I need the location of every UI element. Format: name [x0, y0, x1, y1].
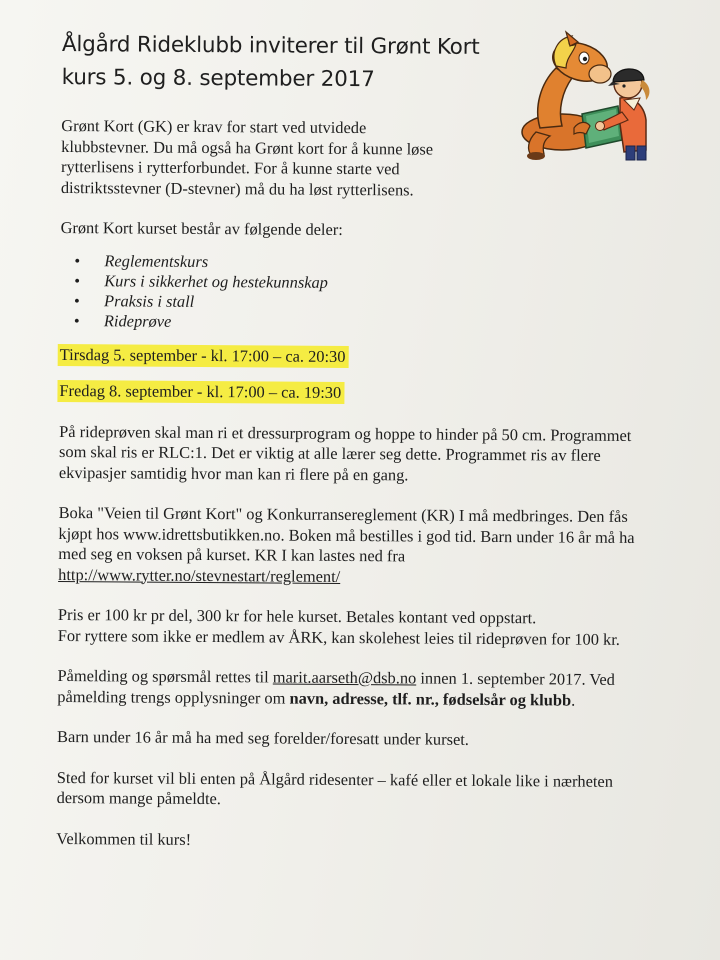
children-paragraph: Barn under 16 år må ha med seg forelder/foresatt under kurset.	[56, 726, 470, 749]
price-line-2: For ryttere som ikke er medlem av ÅRK, kan skolehest leies til rideprøven for 100 kr.	[57, 625, 620, 649]
signup-text-end: .	[571, 690, 576, 710]
bullet-icon: •	[74, 250, 81, 270]
course-dates	[59, 343, 659, 405]
intro-paragraph: Grønt Kort (GK) er krav for start ved utvidede klubbstevner. Du må også ha Grønt kort for å kunne løse rytterlisens i rytterforbundet. For å kunne starte ved distriktsstevner (D-stevner) må du ha løst rytterlisens.	[60, 115, 434, 199]
document-title	[62, 28, 492, 97]
title-line-2: kurs 5. og 8. september 2017	[61, 64, 375, 93]
books-text: Boka "Veien til Grønt Kort" og Konkurransereglement (KR) I må medbringes. Den fås kjøpt hos www.idrettsbutikken.no. Boken må bestilles i god tid. Barn under 16 år må ha med seg en voksen på kurset. KR I kan lastes ned fra	[58, 502, 635, 566]
parts-intro: Grønt Kort kurset består av følgende deler:	[60, 217, 343, 239]
bullet-icon: •	[74, 270, 81, 290]
reglement-link[interactable]: http://www.rytter.no/stevnestart/reglement/	[58, 564, 341, 586]
list-item-text: Praksis i stall	[104, 290, 195, 311]
location-paragraph: Sted for kurset vil bli enten på Ålgård ridesenter – kafé eller et lokale like i nærheten dersom mange påmeldte.	[56, 767, 614, 809]
books-paragraph	[58, 503, 659, 589]
date-tuesday: Tirsdag 5. september - kl. 17:00 – ca. 20:30	[58, 343, 349, 367]
signup-text-middle: innen 1. september 2017. Ved påmelding trengs opplysninger om	[57, 668, 615, 708]
price-line-1: Pris er 100 kr pr del, 300 kr for hele kurset. Betales kontant ved oppstart.	[57, 604, 537, 628]
welcome-text: Velkommen til kurs!	[56, 828, 192, 849]
bullet-icon: •	[73, 310, 80, 330]
course-parts-list	[60, 250, 661, 334]
rideprove-paragraph: På rideprøven skal man ri et dressurprogram og hoppe to hinder på 50 cm. Programmet som skal ris er RLC:1. Det er viktig at alle lærer seg dette. Programmet ris av flere ekvipasjer samtidig hvor man kan ri flere på en gang.	[58, 421, 632, 484]
signup-email-link[interactable]: marit.aarseth@dsb.no	[272, 667, 417, 688]
signup-text-start: Påmelding og spørsmål rettes til	[57, 665, 269, 687]
price-paragraph	[58, 605, 658, 650]
list-item	[60, 310, 660, 334]
title-line-1: Ålgård Rideklubb inviterer til Grønt Kort	[61, 31, 480, 60]
list-item-text: Kurs i sikkerhet og hestekunnskap	[104, 270, 328, 292]
date-friday: Fredag 8. september - kl. 17:00 – ca. 19:30	[57, 379, 344, 403]
list-item-text: Reglementskurs	[104, 250, 209, 271]
list-item-text: Rideprøve	[103, 310, 172, 331]
bullet-icon: •	[74, 290, 80, 310]
document-body	[56, 28, 662, 853]
signup-paragraph	[57, 666, 657, 711]
signup-required-info: navn, adresse, tlf. nr., fødselsår og klubb	[289, 688, 572, 710]
